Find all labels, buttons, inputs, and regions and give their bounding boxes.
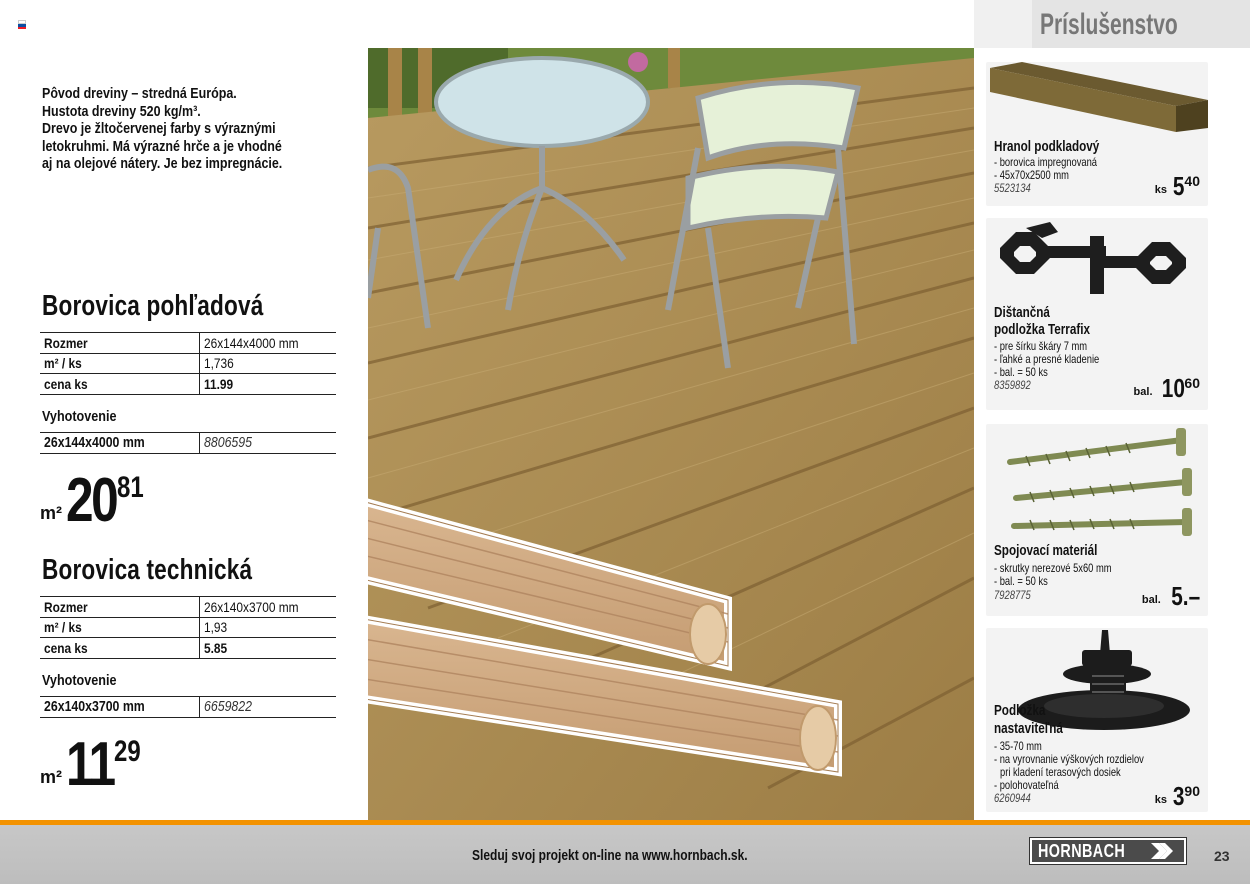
product-price — [1141, 581, 1200, 611]
footer-link-text[interactable]: Sleduj svoj projekt on-line na www.hornbach.sk. — [472, 847, 748, 864]
product-name: Dištančná — [994, 304, 1050, 321]
variant-row — [40, 432, 336, 454]
variant-row — [40, 696, 336, 718]
deck-photo — [368, 48, 974, 820]
product-name: nastaviteľná — [994, 720, 1063, 737]
spec-key: Rozmer — [44, 334, 88, 351]
flag-icon — [18, 20, 26, 29]
page-number: 23 — [1214, 848, 1230, 864]
spec-value: 1,736 — [204, 355, 234, 372]
price-whole: 10 — [1161, 373, 1185, 403]
product-card — [986, 218, 1208, 410]
price-unit: m² — [40, 503, 62, 523]
product-name: Spojovací materiál — [994, 542, 1098, 559]
price-cents: 90 — [1184, 783, 1200, 799]
spec-table — [40, 332, 336, 395]
price-whole: 5.– — [1171, 581, 1200, 611]
spec-row — [40, 638, 336, 659]
beam-icon — [986, 62, 1208, 132]
spec-row — [40, 618, 336, 639]
price-whole: 11 — [66, 730, 114, 799]
intro-line: aj na olejové nátery. Je bez impregnácie. — [42, 156, 283, 172]
product-desc: - 35-70 mm — [994, 739, 1042, 753]
variant-code: 8806595 — [204, 435, 252, 451]
hornbach-logo — [1030, 838, 1186, 864]
product-card — [986, 424, 1208, 616]
product-desc: - pre šírku škáry 7 mm — [994, 339, 1088, 353]
price-whole: 3 — [1172, 781, 1185, 811]
spec-value: 11.99 — [204, 375, 234, 392]
spec-value: 1,93 — [204, 619, 228, 636]
spec-row — [40, 333, 336, 354]
deck-illustration — [368, 48, 974, 820]
variant-heading: Vyhotovenie — [42, 672, 117, 689]
spec-value: 26x140x3700 mm — [204, 598, 299, 615]
product-title: Borovica pohľadová — [42, 290, 264, 322]
spec-value: 26x144x4000 mm — [204, 334, 299, 351]
spec-table — [40, 596, 336, 659]
logo-chevron-icon — [1151, 843, 1173, 859]
price-unit: m² — [40, 767, 62, 787]
product-title: Borovica technická — [42, 554, 253, 586]
intro-line: Pôvod dreviny – stredná Európa. — [42, 86, 237, 102]
spacer-clip-icon — [986, 218, 1208, 304]
product-desc: - skrutky nerezové 5x60 mm — [994, 561, 1112, 575]
product-desc: - 45x70x2500 mm — [994, 168, 1069, 182]
product-code: 6260944 — [994, 793, 1031, 805]
product-desc: - polohovateľná — [994, 778, 1059, 792]
variant-code: 6659822 — [204, 699, 252, 715]
spec-key: cena ks — [44, 639, 88, 656]
price-whole: 5 — [1172, 171, 1185, 201]
intro-line: Drevo je žltočervenej farby s výraznými — [42, 121, 276, 137]
product-name: Podložka — [994, 702, 1046, 719]
price-unit: ks — [1154, 794, 1167, 806]
product-desc: - borovica impregnovaná — [994, 155, 1098, 169]
price-cents: 29 — [113, 735, 141, 768]
product-price — [1154, 171, 1200, 201]
price-cents: 81 — [116, 471, 144, 504]
spec-value: 5.85 — [204, 639, 228, 656]
section-title: Príslušenstvo — [1040, 8, 1178, 41]
product-desc: - bal. = 50 ks — [994, 365, 1048, 379]
product-desc: pri kladení terasových dosiek — [1000, 765, 1121, 779]
price-unit: ks — [1154, 184, 1167, 196]
price-whole: 20 — [66, 466, 117, 535]
screws-icon — [986, 424, 1208, 540]
spec-row — [40, 374, 336, 395]
variant-heading: Vyhotovenie — [42, 408, 117, 425]
accent-stripe — [0, 820, 1250, 825]
spec-key: Rozmer — [44, 598, 88, 615]
product-code: 7928775 — [994, 590, 1031, 602]
price-cents: 40 — [1184, 173, 1200, 189]
variant-size: 26x144x4000 mm — [44, 435, 145, 451]
product-name: podložka Terrafix — [994, 321, 1091, 338]
price-unit: bal. — [1141, 594, 1161, 606]
product-price — [1154, 781, 1200, 811]
wood-description — [42, 86, 309, 174]
product-card — [986, 628, 1208, 812]
intro-line: Hustota dreviny 520 kg/m³. — [42, 103, 201, 120]
product-price — [1133, 373, 1200, 403]
product-code: 5523134 — [994, 183, 1031, 195]
product-name: Hranol podkladový — [994, 138, 1100, 155]
spec-key: m² / ks — [44, 355, 82, 372]
product-desc: - bal. = 50 ks — [994, 574, 1048, 588]
product-card — [986, 62, 1208, 206]
product-price — [40, 466, 150, 535]
spec-key: cena ks — [44, 375, 88, 392]
spec-key: m² / ks — [44, 619, 82, 636]
product-price — [40, 730, 147, 799]
price-cents: 60 — [1184, 375, 1200, 391]
logo-text: HORNBACH — [1038, 840, 1126, 861]
spec-row — [40, 354, 336, 375]
spec-row — [40, 597, 336, 618]
product-desc: - ľahké a presné kladenie — [994, 352, 1100, 366]
variant-size: 26x140x3700 mm — [44, 699, 145, 715]
product-code: 8359892 — [994, 380, 1031, 392]
intro-line: letokruhmi. Má výrazné hrče a je vhodné — [42, 138, 282, 155]
product-desc: - na vyrovnanie výškových rozdielov — [994, 752, 1144, 766]
price-unit: bal. — [1133, 386, 1153, 398]
